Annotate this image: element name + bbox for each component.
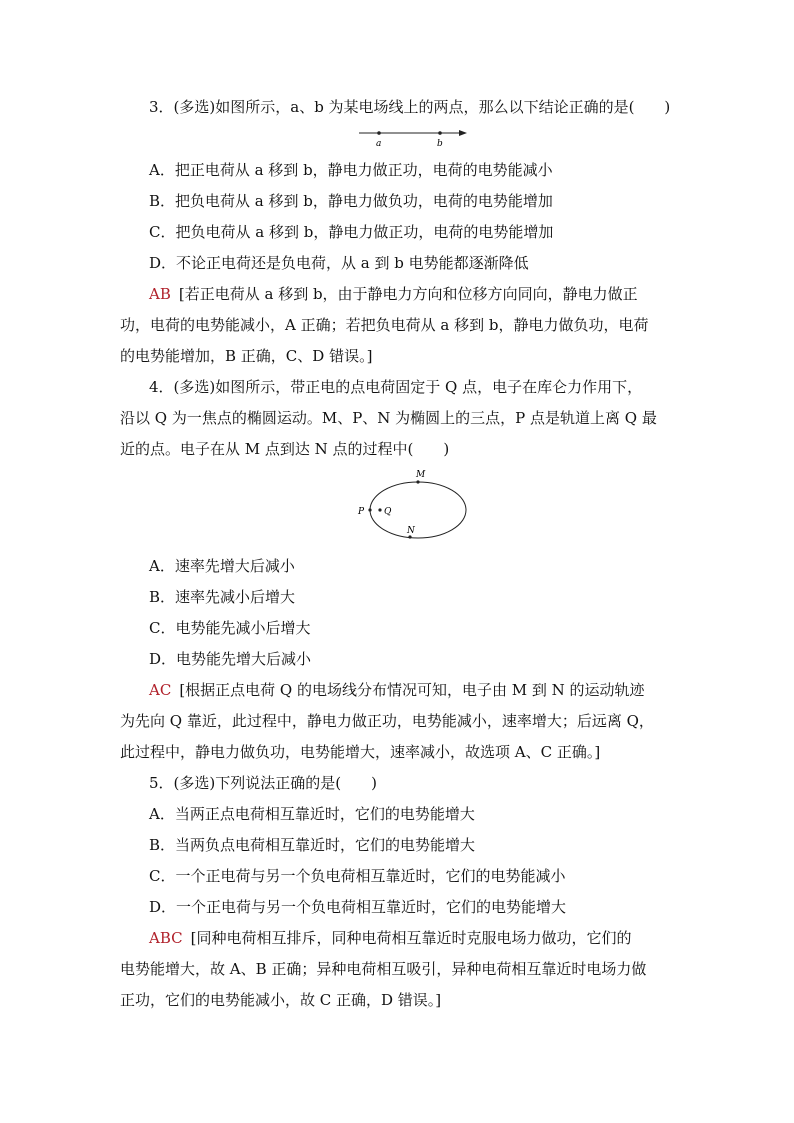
q5-option-a: A．当两正点电荷相互靠近时，它们的电势能增大 [149, 805, 475, 823]
point-a-dot [377, 131, 381, 135]
q5-answer: ABC [149, 929, 183, 947]
label-p: P [358, 507, 365, 517]
arrow-head-icon [459, 130, 467, 136]
q3-answer-line [149, 284, 679, 304]
q5-option-c: C．一个正电荷与另一个负电荷相互靠近时，它们的电势能减小 [149, 867, 566, 885]
q5-explanation-1: [同种电荷相互排斥，同种电荷相互靠近时克服电场力做功，它们的 [190, 929, 632, 947]
q4-option-b: B．速率先减小后增大 [149, 588, 296, 606]
q3-option-b: B．把负电荷从 a 移到 b，静电力做负功，电荷的电势能增加 [149, 192, 553, 210]
q3-stem: 3．(多选)如图所示，a、b 为某电场线上的两点，那么以下结论正确的是( ) [149, 98, 671, 116]
q3-answer: AB [149, 285, 171, 303]
q4-explanation-1: [根据正点电荷 Q 的电场线分布情况可知，电子由 M 到 N 的运动轨迹 [179, 681, 645, 699]
q4-stem-2: 沿以 Q 为一焦点的椭圆运动。M、P、N 为椭圆上的三点，P 点是轨道上离 Q 最 [120, 409, 657, 427]
label-m: M [416, 470, 426, 480]
q4-stem-3: 近的点。电子在从 M 点到达 N 点的过程中( ) [120, 440, 450, 458]
q5-answer-line [149, 928, 679, 948]
q3-option-d: D．不论正电荷还是负电荷，从 a 到 b 电势能都逐渐降低 [149, 254, 529, 272]
q5-stem: 5．(多选)下列说法正确的是( ) [149, 774, 377, 792]
q3-option-a: A．把正电荷从 a 移到 b，静电力做正功，电荷的电势能减小 [149, 161, 553, 179]
q4-explanation-3: 此过程中，静电力做负功，电势能增大，速率减小，故选项 A、C 正确。] [120, 743, 601, 761]
q3-explanation-2: 功，电荷的电势能减小，A 正确；若把负电荷从 a 移到 b，静电力做负功，电荷 [120, 316, 649, 334]
q4-answer: AC [149, 681, 172, 699]
field-line-figure [355, 125, 475, 149]
label-q: Q [384, 507, 392, 517]
q4-explanation-2: 为先向 Q 靠近，此过程中，静电力做正功，电势能减小，速率增大；后远离 Q， [120, 712, 654, 730]
q3-explanation-3: 的电势能增加，B 正确，C、D 错误。] [120, 347, 373, 365]
q3-option-c: C．把负电荷从 a 移到 b，静电力做正功，电荷的电势能增加 [149, 223, 554, 241]
label-n: N [407, 526, 415, 536]
point-q-dot [378, 508, 381, 511]
q4-answer-line [149, 680, 679, 700]
ellipse-orbit-figure [350, 466, 474, 546]
point-b-dot [438, 131, 442, 135]
q4-stem-1: 4．(多选)如图所示，带正电的点电荷固定于 Q 点，电子在库仑力作用下， [149, 378, 643, 396]
point-m-dot [416, 480, 419, 483]
q3-explanation-1: [若正电荷从 a 移到 b，由于静电力方向和位移方向同向，静电力做正 [178, 285, 638, 303]
q5-explanation-3: 正功，它们的电势能减小，故 C 正确，D 错误。] [120, 991, 442, 1009]
q5-option-b: B．当两负点电荷相互靠近时，它们的电势能增大 [149, 836, 476, 854]
q5-option-d: D．一个正电荷与另一个负电荷相互靠近时，它们的电势能增大 [149, 898, 567, 916]
point-b-label: b [437, 139, 443, 149]
point-p-dot [368, 508, 371, 511]
q4-option-c: C．电势能先减小后增大 [149, 619, 311, 637]
q4-option-d: D．电势能先增大后减小 [149, 650, 312, 668]
point-a-label: a [376, 139, 382, 149]
q4-option-a: A．速率先增大后减小 [149, 557, 295, 575]
q5-explanation-2: 电势能增大，故 A、B 正确；异种电荷相互吸引，异种电荷相互靠近时电场力做 [120, 960, 647, 978]
